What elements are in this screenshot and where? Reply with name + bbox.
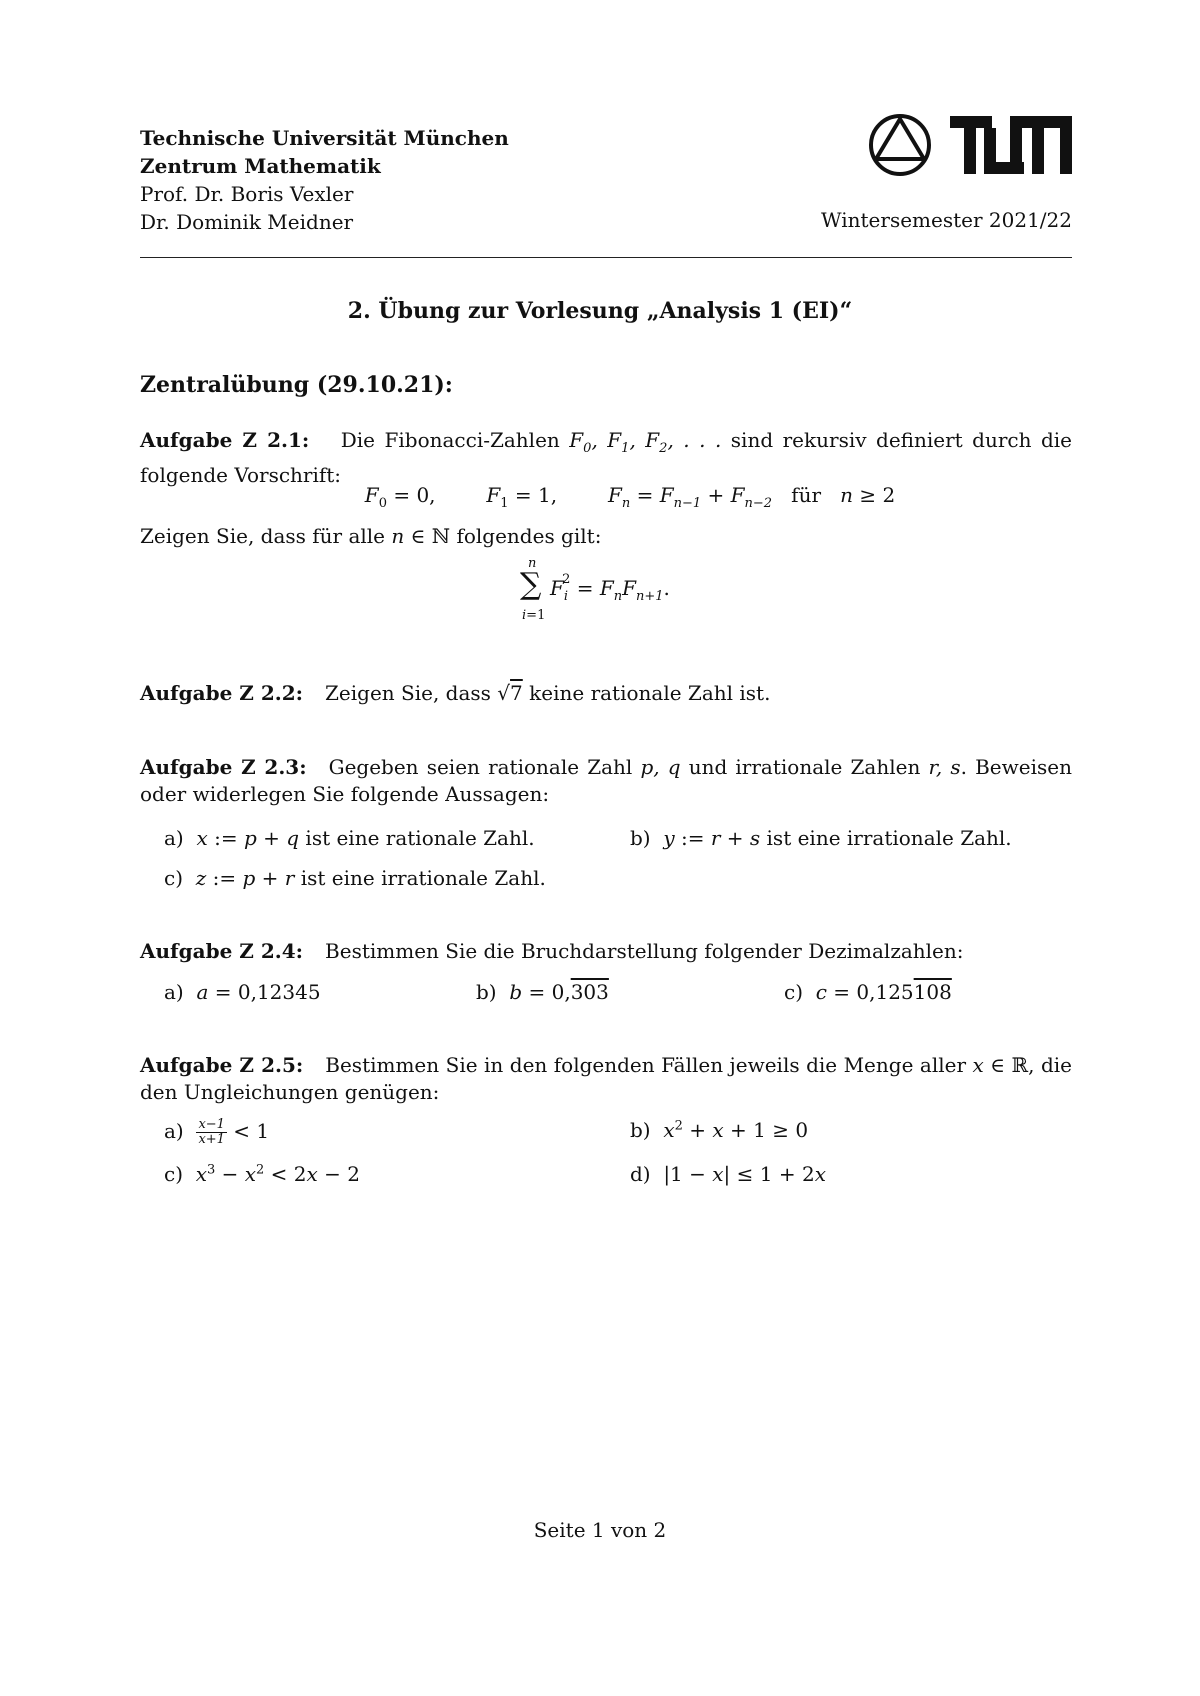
page-footer: Seite 1 von 2 — [533, 1518, 667, 1542]
department-name: Zentrum Mathematik — [140, 154, 381, 178]
task-z22: Aufgabe Z 2.2: Zeigen Sie, dass √7 keine rationale Zahl ist. — [140, 681, 771, 705]
university-name: Technische Universität München — [140, 126, 509, 150]
z23-item-a: a) x := p + q ist eine rationale Zahl. — [164, 826, 535, 850]
header-block — [140, 124, 509, 236]
z25-item-b: b) $x^2 + x + 1 \ge 0$ — [630, 1118, 809, 1142]
professor-name: Prof. Dr. Boris Vexler — [140, 182, 354, 206]
z25-item-d: d) |1 − x| ≤ 1 + 2x — [630, 1162, 826, 1186]
tum-logo — [868, 112, 1072, 178]
z23-item-c: c) z := p + r ist eine irrationale Zahl. — [164, 866, 546, 890]
task-label: Aufgabe Z 2.1: — [140, 428, 310, 452]
sheet-title: 2. Übung zur Vorlesung „Analysis 1 (EI)“ — [347, 298, 853, 324]
semester-label: Wintersemester 2021/22 — [821, 208, 1072, 232]
section-heading: Zentralübung (29.10.21): — [140, 372, 453, 398]
task-z24: Aufgabe Z 2.4: Bestimmen Sie die Bruchdarstellung folgender Dezimalzahlen: — [140, 939, 964, 963]
tum-wordmark — [950, 116, 1072, 174]
triangle-in-circle-logo — [871, 116, 929, 174]
fib-definition: $F_0 = 0$, $F_1 = 1$, $F_n = F_{n-1} + F_{n-2}$ für n ≥ 2 — [364, 483, 896, 511]
z24-item-b: b) b = 0,303 — [476, 980, 609, 1004]
z21-show: Zeigen Sie, dass für alle n ∈ ℕ folgendes gilt: — [140, 524, 602, 548]
doctor-name: Dr. Dominik Meidner — [140, 210, 354, 234]
z25-item-c: c) $x^3 - x^2 < 2x - 2$ — [164, 1162, 361, 1186]
header-rule — [140, 257, 1072, 258]
task-z21 — [140, 427, 1072, 489]
z24-item-a: a) a = 0,12345 — [164, 980, 321, 1004]
fib-sequence: $F_0$, $F_1$, $F_2$, . . . — [569, 428, 731, 456]
task-z23: Aufgabe Z 2.3: Gegeben seien rationale Zahl p, q und irrationale Zahlen r, s. Beweisen oder widerlegen Sie folgende Aussagen: — [140, 755, 1072, 806]
z23-item-b: b) y := r + s ist eine irrationale Zahl. — [630, 826, 1012, 850]
z24-item-c: c) c = 0,125108 — [784, 980, 952, 1004]
task-text-a: Die Fibonacci-Zahlen — [340, 428, 560, 452]
task-z25: Aufgabe Z 2.5: Bestimmen Sie in den folgenden Fällen jeweils die Menge aller x ∈ ℝ, die den Ungleichungen genügen: — [140, 1053, 1073, 1104]
exercise-sheet-page: Technische Universität München Zentrum Mathematik Prof. Dr. Boris Vexler Dr. Dominik Meidner Wintersemester 2021/22 2. Übung zur Vorlesung „Analysis 1 (EI)“ Zentralübung (29.10.21): Aufgabe Z 2.1: Die Fibonacci-Zahlen $F_0$, $F_1$, $F_2$, . . . sind rekursiv definiert durch die folgende Vorschrift: $F_0 = 0$, $F_1 = 1$, $F_n = F_{n-1} + F_{n-2}$ für n ≥ 2 Zeigen Sie, dass für alle n ∈ ℕ folgendes gilt: n ∑ i=1 $F_i^2 = F_nF_{n+1}$. Aufgabe Z 2.2: Zeigen Sie, dass √7 keine rationale Zahl ist. Aufgabe Z 2.3: Gegeben seien rationale Zahl p, q und irrationale Zahlen r, s. Beweisen oder widerlegen Sie folgende Aussagen: a) x := p + q ist eine rationale Zahl. b) y := r + s ist eine irrationale Zahl. c) z := p + r ist eine irrationale Zahl. Aufgabe Z 2.4: Bestimmen Sie die Bruchdarstellung folgender Dezimalzahlen: a) a = 0,12345 b) b = 0,303 c) c = 0,125108 Aufgabe Z 2.5: Bestimmen Sie in den folgenden Fällen jeweils die Menge aller x ∈ ℝ, die den Ungleichungen genügen: a) $\frac{x-1}{x+1}$ < 1 b) $x^2 + x + 1 \ge 0$ c) $x^3 - x^2 < 2x - 2$ d) |1 − x| ≤ 1 + 2x Seite 1 von 2 — [0, 0, 1200, 1696]
task-text-b: sind rekursiv definiert durch die folgende Vorschrift: — [140, 428, 1073, 487]
z25-item-a: a) $\frac{x-1}{x+1}$ < 1 — [164, 1117, 270, 1147]
